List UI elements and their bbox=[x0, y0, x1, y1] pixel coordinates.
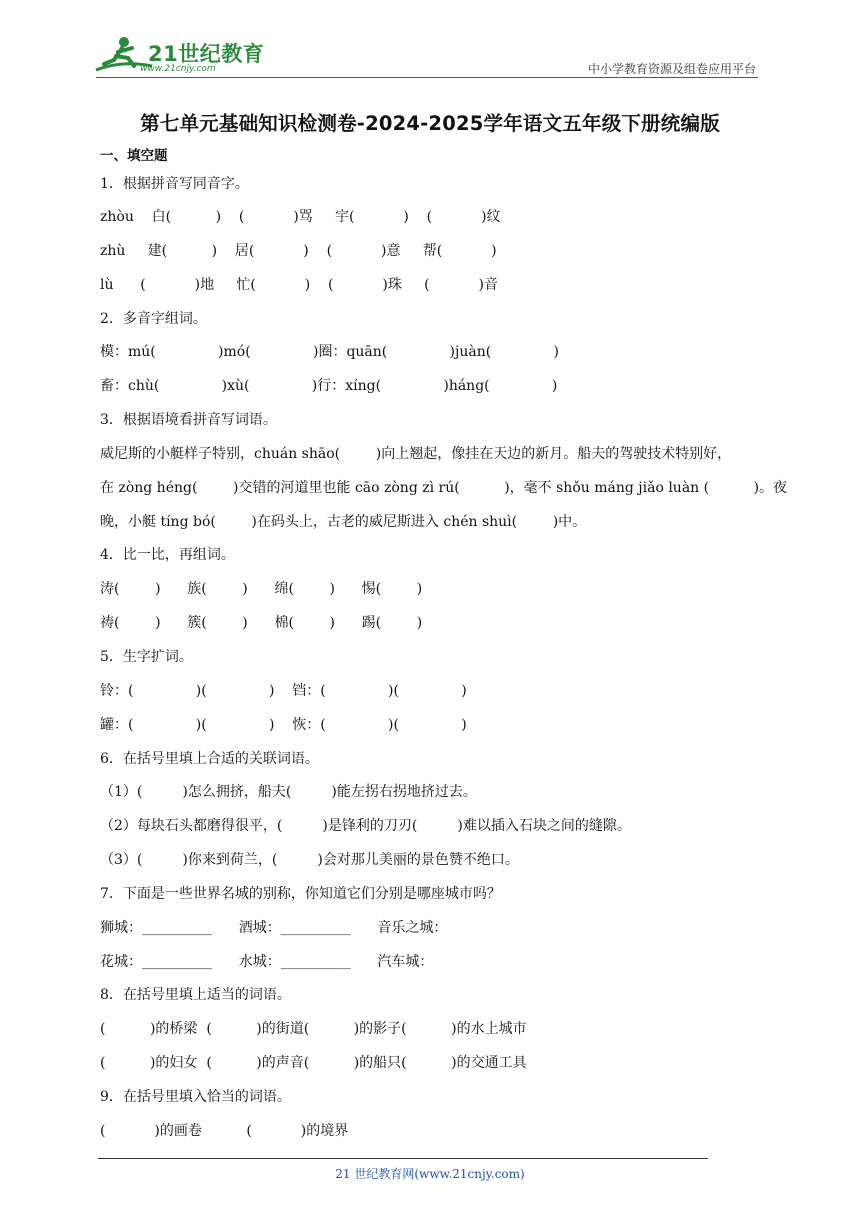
question-line: 在 zòng héng( )交错的河道里也能 cāo zòng zì rú( )，毫不 shǒu máng jiǎo luàn ( )。夜 bbox=[100, 480, 788, 496]
question-line: 4．比一比，再组词。 bbox=[100, 547, 235, 563]
question-line: 畜：chù( )xù( )行：xíng( )háng( ) bbox=[100, 378, 558, 394]
section-heading: 一、填空题 bbox=[100, 148, 168, 164]
question-line: 罐：( )( ) 恢：( )( ) bbox=[100, 717, 467, 733]
question-line: （1）( )怎么拥挤，船夫( )能左拐右拐地挤过去。 bbox=[100, 784, 477, 800]
question-line: 3．根据语境看拼音写词语。 bbox=[100, 412, 277, 428]
question-line: 2．多音字组词。 bbox=[100, 311, 207, 327]
question-line: 铃：( )( ) 铛：( )( ) bbox=[100, 683, 467, 699]
question-line: 7．下面是一些世界名城的别称，你知道它们分别是哪座城市吗？ bbox=[100, 886, 501, 902]
question-line: 模：mú( )mó( )圈：quān( )juàn( ) bbox=[100, 344, 559, 360]
question-line: 狮城：__________ 酒城：__________ 音乐之城： bbox=[100, 920, 448, 936]
question-line: zhòu 白( ) ( )骂 宇( ) ( )纹 bbox=[100, 209, 501, 225]
question-line: zhù 建( ) 居( ) ( )意 帮( ) bbox=[100, 243, 497, 259]
question-line: 花城：__________ 水城：__________ 汽车城： bbox=[100, 954, 434, 970]
question-line: 威尼斯的小艇样子特别，chuán shāo( )向上翘起，像挂在天边的新月。船夫的驾驶技术特别好， bbox=[100, 446, 732, 462]
platform-name: 中小学教育资源及组卷应用平台 bbox=[587, 62, 756, 76]
header-divider bbox=[96, 77, 758, 78]
page-header bbox=[0, 0, 860, 80]
page-title: 第七单元基础知识检测卷-2024-2025学年语文五年级下册统编版 bbox=[140, 112, 720, 135]
question-line: 涛( ) 族( ) 绵( ) 惕( ) bbox=[100, 581, 423, 597]
question-line: ( )的桥梁 ( )的街道( )的影子( )的水上城市 bbox=[100, 1021, 527, 1037]
question-line: lù ( )地 忙( ) ( )珠 ( )音 bbox=[100, 277, 499, 293]
question-line: 晚，小艇 tíng bó( )在码头上，古老的威尼斯进入 chén shuì( )中。 bbox=[100, 514, 587, 530]
question-line: ( )的画卷 ( )的境界 bbox=[100, 1123, 349, 1139]
question-line: 6．在括号里填上合适的关联词语。 bbox=[100, 751, 319, 767]
logo-text: 21世纪教育 bbox=[148, 42, 265, 66]
question-line: 9．在括号里填入恰当的词语。 bbox=[100, 1089, 291, 1105]
footer-divider bbox=[98, 1158, 708, 1159]
question-line: （2）每块石头都磨得很平，( )是锋利的刀刃( )难以插入石块之间的缝隙。 bbox=[100, 818, 631, 834]
question-line: 1．根据拼音写同音字。 bbox=[100, 176, 249, 192]
question-line: 8．在括号里填上适当的词语。 bbox=[100, 987, 291, 1003]
question-line: 祷( ) 簇( ) 棉( ) 踢( ) bbox=[100, 615, 423, 631]
footer-link[interactable]: 21 世纪教育网(www.21cnjy.com) bbox=[335, 1167, 525, 1181]
logo-url: www.21cnjy.com bbox=[140, 64, 216, 74]
question-line: 5．生字扩词。 bbox=[100, 649, 193, 665]
question-line: （3）( )你来到荷兰，( )会对那儿美丽的景色赞不绝口。 bbox=[100, 852, 519, 868]
question-line: ( )的妇女 ( )的声音( )的船只( )的交通工具 bbox=[100, 1055, 527, 1071]
